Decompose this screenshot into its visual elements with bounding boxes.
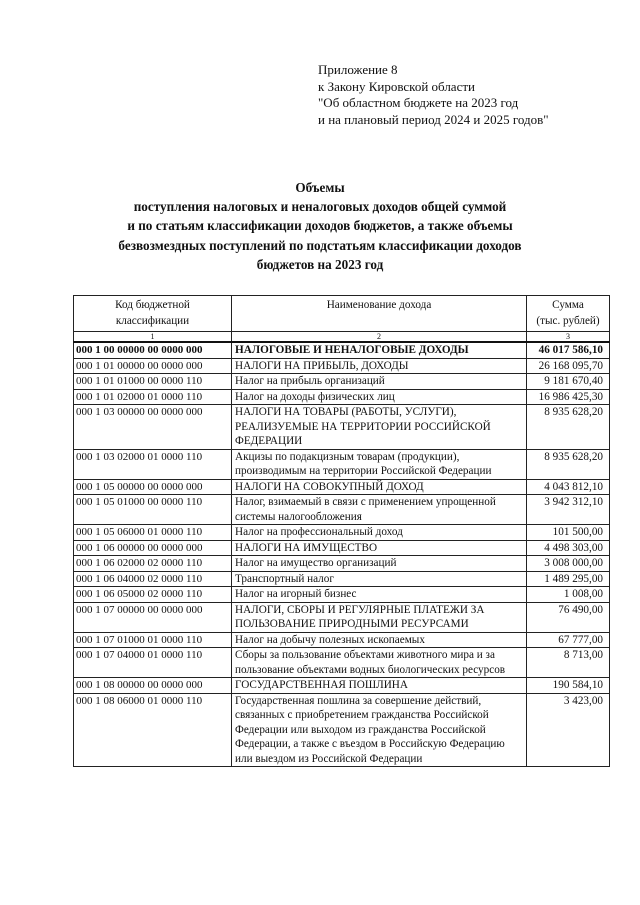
row-code: 000 1 00 00000 00 0000 000 <box>74 342 232 358</box>
row-name: Акцизы по подакцизным товарам (продукции), производимым на территории Российской Федерации <box>232 449 527 479</box>
appendix-line: к Закону Кировской области <box>318 78 475 94</box>
row-sum: 101 500,00 <box>527 525 610 541</box>
row-name: Налог на имущество организаций <box>232 556 527 572</box>
title-line: поступления налоговых и неналоговых доходов общей суммой <box>133 199 507 215</box>
row-sum: 4 043 812,10 <box>527 479 610 495</box>
row-name: НАЛОГОВЫЕ И НЕНАЛОГОВЫЕ ДОХОДЫ <box>232 342 527 358</box>
table-row <box>74 449 610 479</box>
row-code: 000 1 07 01000 01 0000 110 <box>74 632 232 648</box>
title-line: бюджетов на 2023 год <box>256 256 384 272</box>
row-code: 000 1 03 02000 01 0000 110 <box>74 449 232 479</box>
revenue-table <box>73 295 610 767</box>
sum-header-line: Сумма <box>552 299 584 311</box>
row-name: НАЛОГИ НА ИМУЩЕСТВО <box>232 540 527 556</box>
appendix-header <box>318 62 549 128</box>
column-number: 1 <box>74 332 232 343</box>
table-row <box>74 571 610 587</box>
column-number: 2 <box>232 332 527 343</box>
table-row <box>74 678 610 694</box>
row-name: Налог на добычу полезных ископаемых <box>232 632 527 648</box>
row-name: Налог на прибыль организаций <box>232 374 527 390</box>
table-row <box>74 602 610 632</box>
code-header-line: классификации <box>115 314 190 327</box>
appendix-line: Приложение 8 <box>318 62 398 77</box>
row-code: 000 1 05 01000 00 0000 110 <box>74 495 232 525</box>
table-row <box>74 495 610 525</box>
code-header-line: Код бюджетной <box>115 299 190 311</box>
table-row <box>74 342 610 358</box>
table-row <box>74 693 610 767</box>
row-name: Налог на профессиональный доход <box>232 525 527 541</box>
title-line: безвозмездных поступлений по подстатьям классификации доходов <box>118 237 522 253</box>
row-sum: 76 490,00 <box>527 602 610 632</box>
row-name: Государственная пошлина за совершение действий, связанных с приобретением гражданства Российской Федерации или выходом из гражданства Российской Федерации, а также с въездом в Российскую Федерацию или выездом из Российской Федерации <box>232 693 527 767</box>
row-name: НАЛОГИ НА СОВОКУПНЫЙ ДОХОД <box>232 479 527 495</box>
row-sum: 8 935 628,20 <box>527 449 610 479</box>
row-code: 000 1 01 02000 01 0000 110 <box>74 389 232 405</box>
row-code: 000 1 05 06000 01 0000 110 <box>74 525 232 541</box>
row-code: 000 1 05 00000 00 0000 000 <box>74 479 232 495</box>
column-number-row <box>74 332 610 343</box>
appendix-line: и на плановый период 2024 и 2025 годов" <box>318 111 549 127</box>
table-header-row <box>74 296 610 332</box>
row-sum: 3 942 312,10 <box>527 495 610 525</box>
row-name: НАЛОГИ НА ТОВАРЫ (РАБОТЫ, УСЛУГИ), РЕАЛИЗУЕМЫЕ НА ТЕРРИТОРИИ РОССИЙСКОЙ ФЕДЕРАЦИИ <box>232 405 527 450</box>
table-row <box>74 525 610 541</box>
row-name: Налог на игорный бизнес <box>232 587 527 603</box>
row-code: 000 1 08 06000 01 0000 110 <box>74 693 232 767</box>
row-code: 000 1 06 02000 02 0000 110 <box>74 556 232 572</box>
sum-column-header <box>527 296 610 332</box>
table-row <box>74 374 610 390</box>
row-code: 000 1 08 00000 00 0000 000 <box>74 678 232 694</box>
table-row <box>74 358 610 374</box>
row-code: 000 1 07 00000 00 0000 000 <box>74 602 232 632</box>
row-code: 000 1 01 00000 00 0000 000 <box>74 358 232 374</box>
title-line: Объемы <box>295 180 345 195</box>
row-sum: 3 008 000,00 <box>527 556 610 572</box>
row-sum: 16 986 425,30 <box>527 389 610 405</box>
code-column-header <box>74 296 232 332</box>
table-row <box>74 587 610 603</box>
column-number: 3 <box>527 332 610 343</box>
row-name: НАЛОГИ, СБОРЫ И РЕГУЛЯРНЫЕ ПЛАТЕЖИ ЗА ПОЛЬЗОВАНИЕ ПРИРОДНЫМИ РЕСУРСАМИ <box>232 602 527 632</box>
row-name: ГОСУДАРСТВЕННАЯ ПОШЛИНА <box>232 678 527 694</box>
row-name: Транспортный налог <box>232 571 527 587</box>
row-sum: 1 008,00 <box>527 587 610 603</box>
row-name: НАЛОГИ НА ПРИБЫЛЬ, ДОХОДЫ <box>232 358 527 374</box>
row-name: Налог на доходы физических лиц <box>232 389 527 405</box>
row-code: 000 1 06 00000 00 0000 000 <box>74 540 232 556</box>
row-code: 000 1 03 00000 00 0000 000 <box>74 405 232 450</box>
document-title <box>80 178 560 274</box>
row-code: 000 1 06 04000 02 0000 110 <box>74 571 232 587</box>
row-sum: 4 498 303,00 <box>527 540 610 556</box>
title-line: и по статьям классификации доходов бюджетов, а также объемы <box>127 218 513 234</box>
appendix-line: "Об областном бюджете на 2023 год <box>318 95 519 110</box>
row-sum: 190 584,10 <box>527 678 610 694</box>
table-row <box>74 405 610 450</box>
table-row <box>74 389 610 405</box>
sum-header-line: (тыс. рублей) <box>536 314 600 327</box>
row-code: 000 1 01 01000 00 0000 110 <box>74 374 232 390</box>
table-row <box>74 556 610 572</box>
row-code: 000 1 06 05000 02 0000 110 <box>74 587 232 603</box>
table-row <box>74 540 610 556</box>
table-body <box>74 342 610 767</box>
row-sum: 1 489 295,00 <box>527 571 610 587</box>
table-row <box>74 479 610 495</box>
row-code: 000 1 07 04000 01 0000 110 <box>74 648 232 678</box>
row-name: Налог, взимаемый в связи с применением упрощенной системы налогообложения <box>232 495 527 525</box>
name-column-header: Наименование дохода <box>232 296 527 332</box>
row-sum: 3 423,00 <box>527 693 610 767</box>
row-sum: 46 017 586,10 <box>527 342 610 358</box>
row-sum: 8 935 628,20 <box>527 405 610 450</box>
row-sum: 26 168 095,70 <box>527 358 610 374</box>
table-row <box>74 648 610 678</box>
row-name: Сборы за пользование объектами животного мира и за пользование объектами водных биологических ресурсов <box>232 648 527 678</box>
row-sum: 8 713,00 <box>527 648 610 678</box>
row-sum: 9 181 670,40 <box>527 374 610 390</box>
row-sum: 67 777,00 <box>527 632 610 648</box>
table-row <box>74 632 610 648</box>
